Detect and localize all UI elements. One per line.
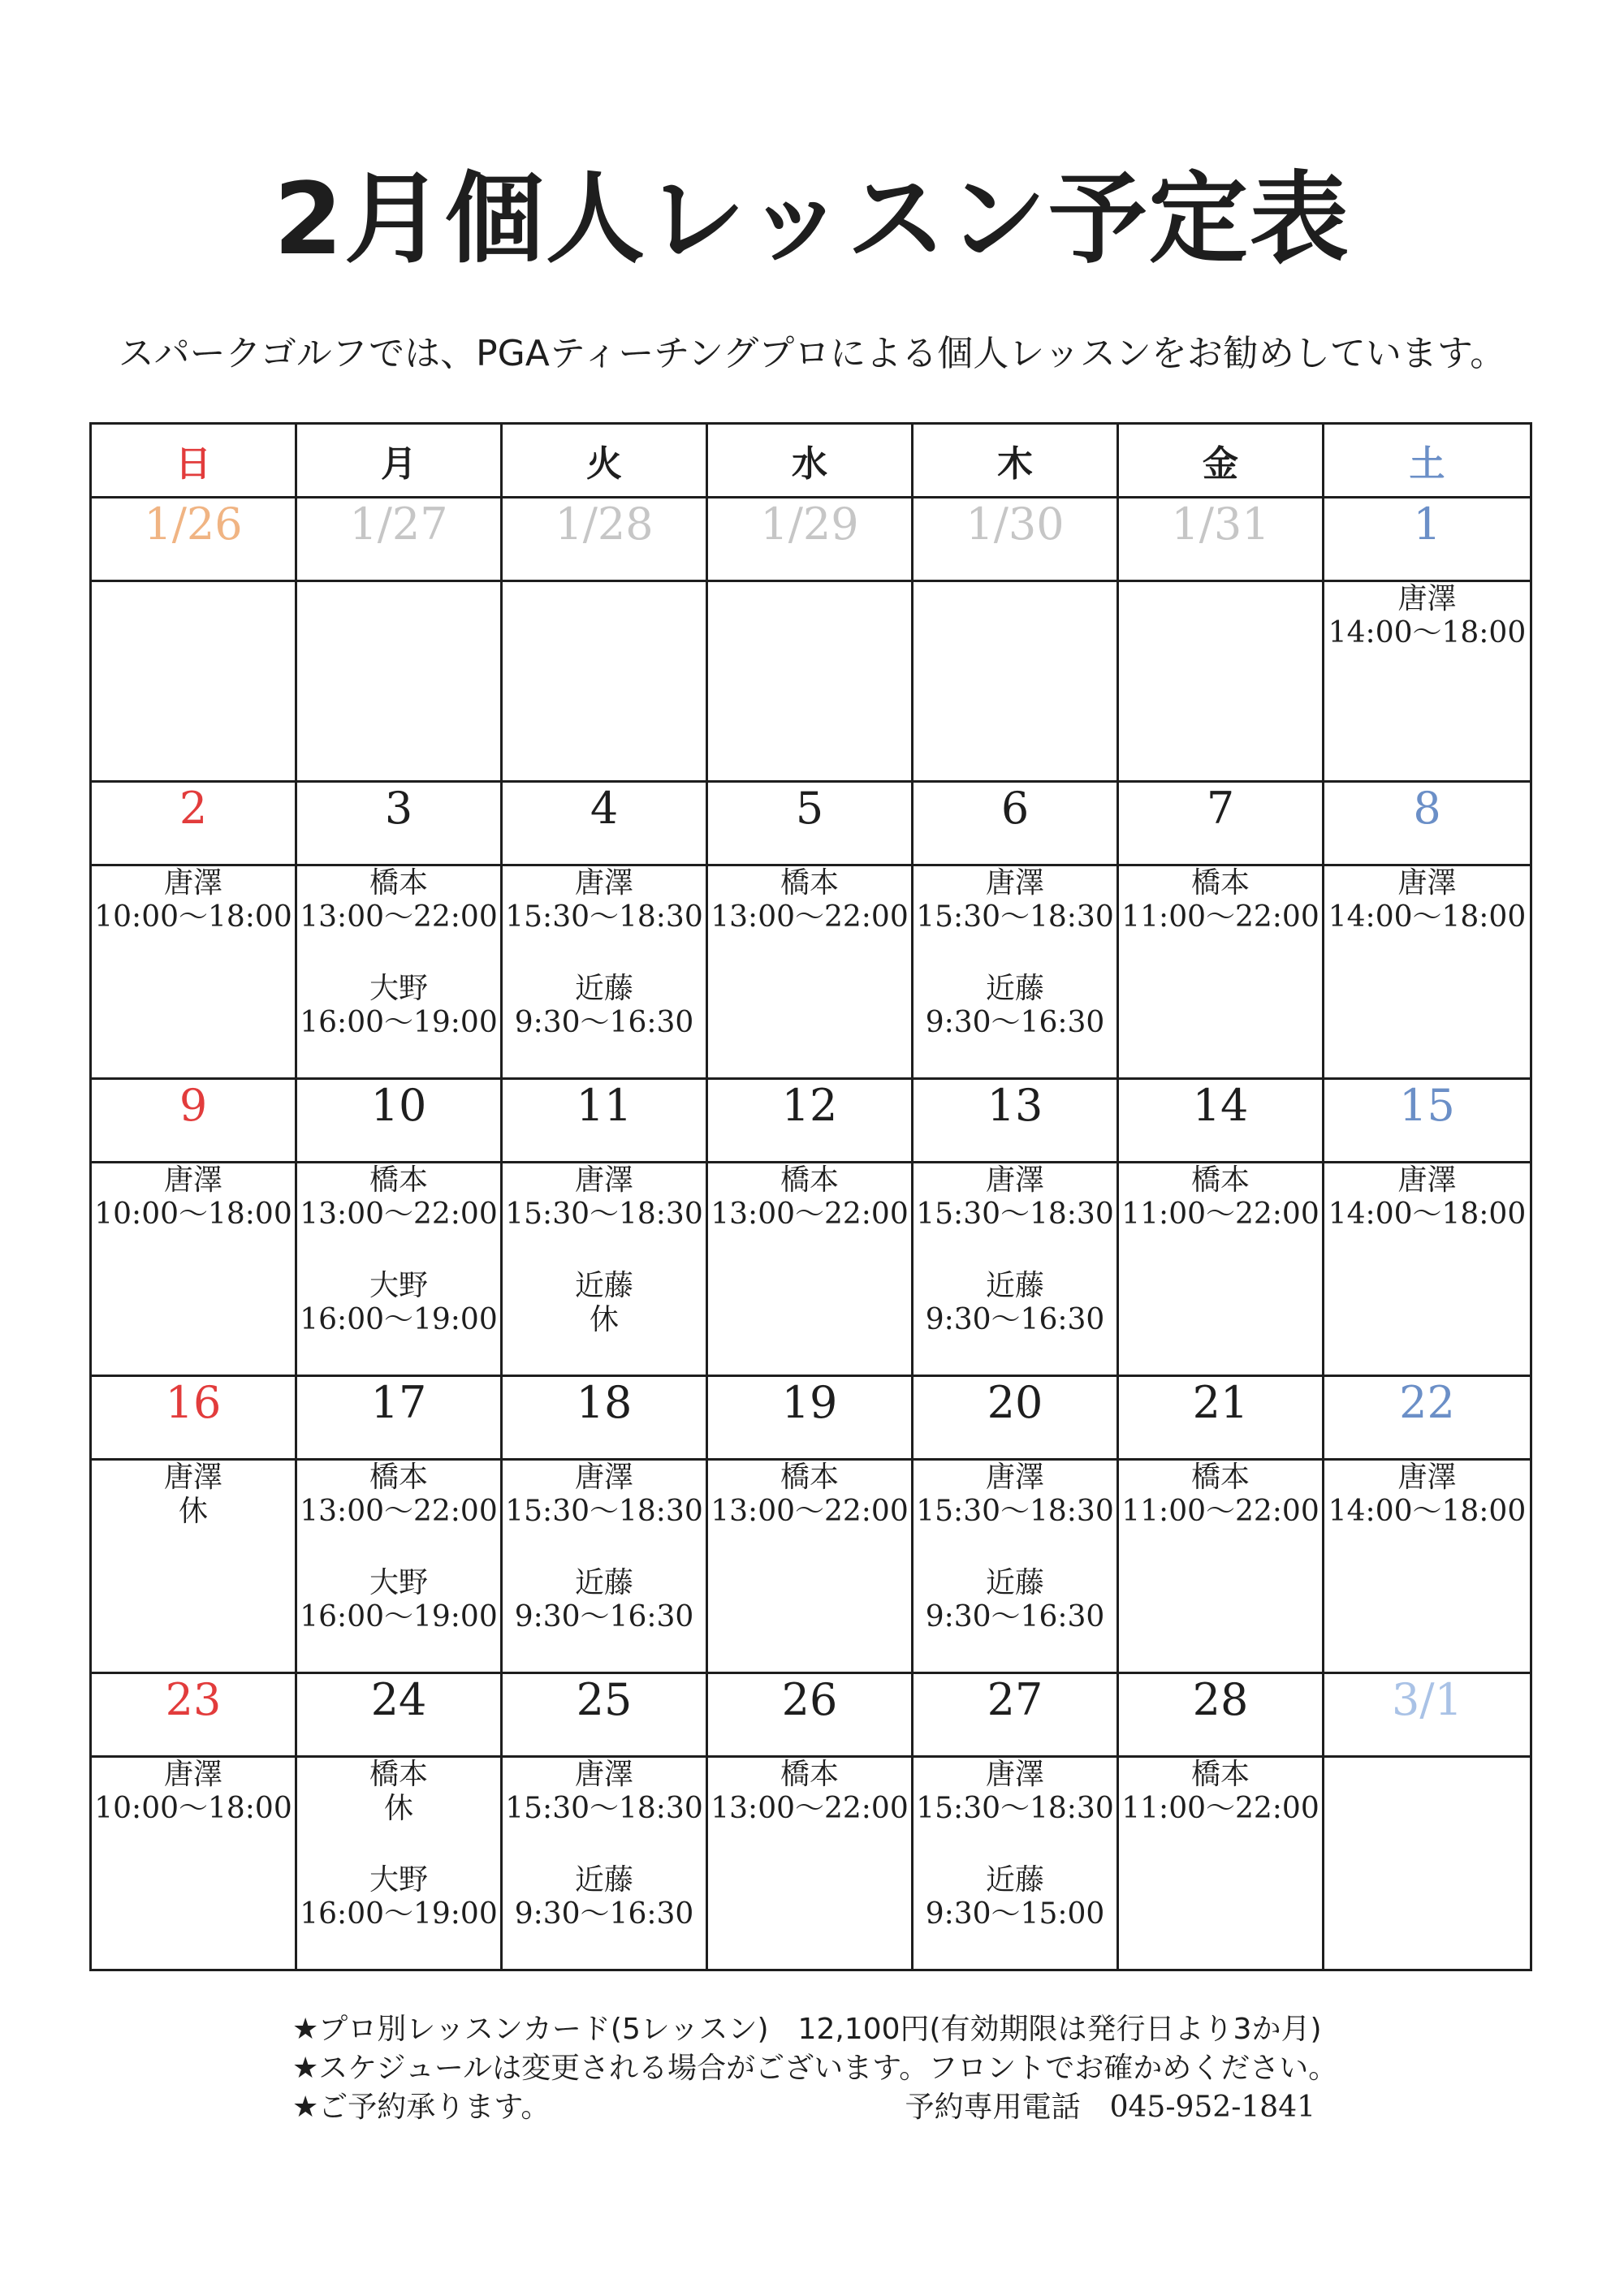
lesson-time: 13:00～22:00	[300, 1198, 498, 1231]
instructor-name: 唐澤	[574, 1461, 633, 1494]
instructor-name: 近藤	[985, 1566, 1044, 1599]
lesson-time: 13:00～22:00	[710, 1495, 909, 1528]
lesson-cell	[913, 1460, 1118, 1673]
lesson-time: 16:00～19:00	[300, 1303, 498, 1336]
date-cell: 23	[91, 1673, 296, 1757]
instructor-name: 唐澤	[1397, 866, 1457, 900]
lesson-cell	[707, 865, 913, 1079]
reservation-phone: 予約専用電話 045-952-1841	[905, 2091, 1315, 2124]
date-cell: 21	[1118, 1376, 1324, 1460]
instructor-name: 近藤	[985, 972, 1044, 1005]
instructor-name: 大野	[369, 1863, 428, 1897]
lesson-entry	[503, 1863, 706, 1931]
lesson-cell	[296, 865, 502, 1079]
lesson-time: 15:30～18:30	[505, 900, 703, 934]
note-line-text: ★ご予約承ります。	[292, 2091, 551, 2124]
lesson-time: 9:30～16:30	[514, 1006, 694, 1039]
lesson-time: 15:30～18:30	[505, 1792, 703, 1825]
weekday-header: 金	[1118, 424, 1324, 498]
lesson-time: 15:30～18:30	[505, 1495, 703, 1528]
lesson-cell	[502, 1163, 707, 1376]
instructor-name: 唐澤	[985, 1758, 1044, 1791]
lesson-time: 11:00～22:00	[1121, 1495, 1320, 1528]
date-cell: 27	[913, 1673, 1118, 1757]
lesson-time: 14:00～18:00	[1328, 616, 1527, 650]
date-cell: 1/27	[296, 498, 502, 581]
instructor-name: 大野	[369, 972, 428, 1005]
lesson-time: 16:00～19:00	[300, 1006, 498, 1039]
instructor-name: 唐澤	[574, 1163, 633, 1197]
lesson-entry	[914, 1163, 1116, 1232]
lesson-time: 9:30～16:30	[514, 1897, 694, 1931]
date-cell: 13	[913, 1079, 1118, 1163]
lesson-row	[91, 1460, 1531, 1673]
lesson-time: 15:30～18:30	[916, 1495, 1114, 1528]
lesson-time: 休	[589, 1303, 619, 1336]
instructor-name: 橋本	[1190, 1758, 1250, 1791]
instructor-name: 橋本	[369, 1461, 428, 1494]
instructor-name: 唐澤	[163, 1163, 222, 1197]
lesson-entry	[1324, 866, 1530, 934]
lesson-entry	[1119, 1758, 1322, 1826]
instructor-name: 近藤	[574, 1863, 633, 1897]
lesson-cell	[1324, 1163, 1531, 1376]
lesson-entry	[92, 1758, 295, 1826]
lesson-time: 9:30～16:30	[925, 1600, 1105, 1634]
lesson-cell	[1118, 1460, 1324, 1673]
lesson-cell	[1118, 1163, 1324, 1376]
date-cell: 12	[707, 1079, 913, 1163]
date-cell: 1/26	[91, 498, 296, 581]
instructor-name: 唐澤	[163, 1758, 222, 1791]
note-line: ★スケジュールは変更される場合がございます。フロントでお確かめください。	[292, 2052, 1338, 2085]
lesson-cell	[913, 865, 1118, 1079]
lesson-cell	[913, 1757, 1118, 1970]
lesson-entry	[92, 866, 295, 934]
lesson-time: 休	[383, 1792, 413, 1825]
lesson-entry	[92, 1163, 295, 1232]
instructor-name: 近藤	[574, 1269, 633, 1302]
date-cell: 7	[1118, 782, 1324, 865]
weekday-header-row	[91, 424, 1531, 498]
note-line	[292, 2088, 1315, 2127]
lesson-time: 9:30～16:30	[925, 1303, 1105, 1336]
date-cell: 5	[707, 782, 913, 865]
instructor-name: 橋本	[780, 1163, 839, 1197]
weekday-header: 木	[913, 424, 1118, 498]
instructor-name: 橋本	[780, 1461, 839, 1494]
instructor-name: 唐澤	[574, 866, 633, 900]
note-line: ★プロ別レッスンカード(5レッスン) 12,100円(有効期限は発行日より3か月)	[292, 2013, 1322, 2046]
page-title: 2月個人レッスン予定表	[274, 162, 1350, 277]
date-row	[91, 1079, 1531, 1163]
lesson-entry	[708, 866, 911, 934]
date-cell: 1/31	[1118, 498, 1324, 581]
lesson-cell	[707, 1163, 913, 1376]
instructor-name: 橋本	[1190, 866, 1250, 900]
instructor-name: 唐澤	[163, 866, 222, 900]
lesson-cell	[91, 1757, 296, 1970]
lesson-entry	[914, 1863, 1116, 1931]
lesson-entry	[503, 866, 706, 934]
lesson-entry	[297, 1566, 500, 1634]
lesson-time: 休	[178, 1495, 208, 1528]
date-cell: 11	[502, 1079, 707, 1163]
date-cell: 1	[1324, 498, 1531, 581]
lesson-entry	[708, 1461, 911, 1529]
date-cell: 26	[707, 1673, 913, 1757]
weekday-header: 日	[91, 424, 296, 498]
instructor-name: 唐澤	[1397, 1163, 1457, 1197]
lesson-cell	[296, 1757, 502, 1970]
lesson-entry	[1119, 1461, 1322, 1529]
lesson-time: 13:00～22:00	[710, 900, 909, 934]
lesson-time: 15:30～18:30	[916, 1198, 1114, 1231]
lesson-time: 16:00～19:00	[300, 1897, 498, 1931]
date-cell: 1/29	[707, 498, 913, 581]
instructor-name: 近藤	[574, 972, 633, 1005]
lesson-entry	[297, 1163, 500, 1232]
instructor-name: 近藤	[985, 1269, 1044, 1302]
lesson-entry	[1324, 1163, 1530, 1232]
lesson-entry	[1119, 866, 1322, 934]
instructor-name: 唐澤	[985, 1163, 1044, 1197]
lesson-entry	[1119, 1163, 1322, 1232]
instructor-name: 唐澤	[163, 1461, 222, 1494]
lesson-entry	[914, 1461, 1116, 1529]
lesson-time: 13:00～22:00	[300, 1495, 498, 1528]
lesson-row	[91, 1757, 1531, 1970]
date-cell: 17	[296, 1376, 502, 1460]
lesson-cell	[91, 581, 296, 782]
instructor-name: 唐澤	[985, 866, 1044, 900]
date-cell: 16	[91, 1376, 296, 1460]
date-row	[91, 782, 1531, 865]
date-cell: 3/1	[1324, 1673, 1531, 1757]
lesson-time: 13:00～22:00	[710, 1792, 909, 1825]
lesson-time: 9:30～16:30	[925, 1006, 1105, 1039]
date-cell: 15	[1324, 1079, 1531, 1163]
lesson-entry	[297, 1758, 500, 1826]
lesson-cell	[913, 1163, 1118, 1376]
instructor-name: 唐澤	[1397, 582, 1457, 615]
schedule-calendar	[89, 422, 1532, 1971]
date-cell: 3	[296, 782, 502, 865]
lesson-time: 10:00～18:00	[94, 1198, 292, 1231]
lesson-entry	[503, 1269, 706, 1337]
lesson-cell	[1324, 1460, 1531, 1673]
lesson-cell	[91, 1163, 296, 1376]
lesson-entry	[503, 1566, 706, 1634]
date-cell: 1/30	[913, 498, 1118, 581]
instructor-name: 大野	[369, 1269, 428, 1302]
date-cell: 28	[1118, 1673, 1324, 1757]
lesson-cell	[502, 1460, 707, 1673]
instructor-name: 近藤	[574, 1566, 633, 1599]
lesson-time: 15:30～18:30	[916, 1792, 1114, 1825]
instructor-name: 近藤	[985, 1863, 1044, 1897]
lesson-cell	[1118, 1757, 1324, 1970]
lesson-row	[91, 1163, 1531, 1376]
lesson-time: 9:30～15:00	[925, 1897, 1105, 1931]
lesson-time: 14:00～18:00	[1328, 1495, 1527, 1528]
lesson-time: 11:00～22:00	[1121, 900, 1320, 934]
lesson-cell	[502, 1757, 707, 1970]
date-cell: 9	[91, 1079, 296, 1163]
lesson-time: 15:30～18:30	[505, 1198, 703, 1231]
lesson-time: 13:00～22:00	[300, 900, 498, 934]
date-cell: 19	[707, 1376, 913, 1460]
instructor-name: 橋本	[369, 1758, 428, 1791]
lesson-entry	[1324, 582, 1530, 650]
instructor-name: 唐澤	[1397, 1461, 1457, 1494]
date-row	[91, 1673, 1531, 1757]
lesson-time: 15:30～18:30	[916, 900, 1114, 934]
lesson-cell	[1324, 581, 1531, 782]
lesson-row	[91, 581, 1531, 782]
date-cell: 24	[296, 1673, 502, 1757]
lesson-time: 10:00～18:00	[94, 900, 292, 934]
weekday-header: 土	[1324, 424, 1531, 498]
lesson-time: 10:00～18:00	[94, 1792, 292, 1825]
lesson-entry	[914, 1758, 1116, 1826]
date-row	[91, 1376, 1531, 1460]
lesson-time: 13:00～22:00	[710, 1198, 909, 1231]
lesson-cell	[502, 581, 707, 782]
lesson-entry	[92, 1461, 295, 1529]
lesson-entry	[297, 1863, 500, 1931]
date-cell: 2	[91, 782, 296, 865]
lesson-entry	[914, 1269, 1116, 1337]
instructor-name: 橋本	[780, 866, 839, 900]
date-cell: 6	[913, 782, 1118, 865]
lesson-row	[91, 865, 1531, 1079]
date-cell: 20	[913, 1376, 1118, 1460]
lesson-cell	[296, 1163, 502, 1376]
instructor-name: 橋本	[369, 1163, 428, 1197]
lesson-time: 16:00～19:00	[300, 1600, 498, 1634]
date-cell: 18	[502, 1376, 707, 1460]
lesson-entry	[914, 1566, 1116, 1634]
date-cell: 14	[1118, 1079, 1324, 1163]
lesson-cell	[1118, 581, 1324, 782]
lesson-cell	[707, 581, 913, 782]
instructor-name: 橋本	[1190, 1461, 1250, 1494]
instructor-name: 唐澤	[574, 1758, 633, 1791]
lesson-cell	[296, 581, 502, 782]
lesson-entry	[914, 866, 1116, 934]
lesson-entry	[914, 972, 1116, 1040]
lesson-time: 9:30～16:30	[514, 1600, 694, 1634]
weekday-header: 月	[296, 424, 502, 498]
date-cell: 8	[1324, 782, 1531, 865]
lesson-cell	[296, 1460, 502, 1673]
lesson-cell	[91, 865, 296, 1079]
lesson-cell	[913, 581, 1118, 782]
notes	[292, 2010, 1338, 2127]
lesson-cell	[502, 865, 707, 1079]
weekday-header: 火	[502, 424, 707, 498]
lesson-entry	[297, 972, 500, 1040]
instructor-name: 橋本	[369, 866, 428, 900]
date-cell: 1/28	[502, 498, 707, 581]
date-cell: 25	[502, 1673, 707, 1757]
date-row	[91, 498, 1531, 581]
lesson-cell	[1324, 865, 1531, 1079]
date-cell: 22	[1324, 1376, 1531, 1460]
lesson-cell	[1118, 865, 1324, 1079]
lesson-time: 14:00～18:00	[1328, 900, 1527, 934]
lesson-entry	[503, 1758, 706, 1826]
date-cell: 10	[296, 1079, 502, 1163]
instructor-name: 大野	[369, 1566, 428, 1599]
instructor-name: 橋本	[780, 1758, 839, 1791]
lesson-cell	[707, 1757, 913, 1970]
lesson-entry	[1324, 1461, 1530, 1529]
lesson-cell	[707, 1460, 913, 1673]
instructor-name: 唐澤	[985, 1461, 1044, 1494]
page-subtitle: スパークゴルフでは、PGAティーチングプロによる個人レッスンをお勧めしています。	[118, 333, 1506, 374]
lesson-entry	[503, 1163, 706, 1232]
lesson-cell	[1324, 1757, 1531, 1970]
lesson-entry	[708, 1163, 911, 1232]
lesson-time: 11:00～22:00	[1121, 1792, 1320, 1825]
lesson-entry	[503, 1461, 706, 1529]
lesson-entry	[708, 1758, 911, 1826]
lesson-cell	[91, 1460, 296, 1673]
lesson-time: 14:00～18:00	[1328, 1198, 1527, 1231]
lesson-entry	[297, 866, 500, 934]
lesson-entry	[503, 972, 706, 1040]
lesson-time: 11:00～22:00	[1121, 1198, 1320, 1231]
lesson-entry	[297, 1269, 500, 1337]
date-cell: 4	[502, 782, 707, 865]
lesson-entry	[297, 1461, 500, 1529]
instructor-name: 橋本	[1190, 1163, 1250, 1197]
weekday-header: 水	[707, 424, 913, 498]
